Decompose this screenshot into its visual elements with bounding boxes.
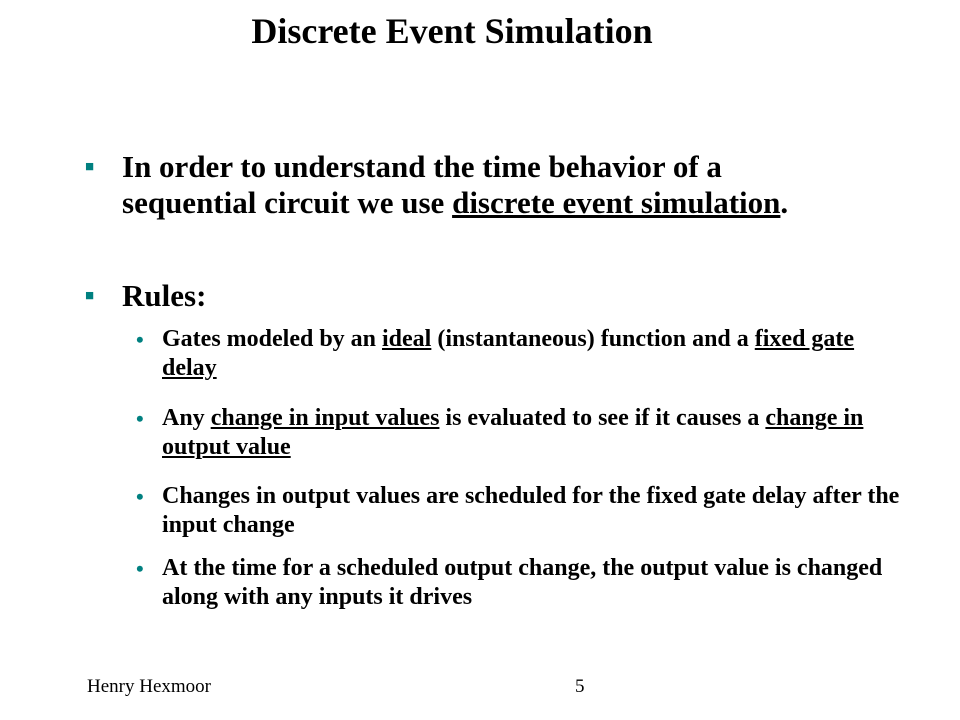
underlined-term: ideal <box>382 326 432 352</box>
underlined-term: change in input values <box>210 405 440 431</box>
square-bullet-icon: ■ <box>85 288 95 304</box>
underlined-term: fixed gate delay <box>162 326 855 381</box>
sub-bullet-input-change <box>136 404 902 462</box>
dot-bullet-icon: • <box>136 484 144 509</box>
sub-bullet-gates-modeled <box>136 325 902 383</box>
sub-bullet-output-change <box>136 554 902 612</box>
bullet-text: Changes in output values are scheduled for the fixed gate delay after the input change <box>162 483 900 538</box>
dot-bullet-icon: • <box>136 556 144 581</box>
bullet-text: . <box>780 185 789 220</box>
slide-title: Discrete Event Simulation <box>251 11 653 51</box>
dot-bullet-icon: • <box>136 406 144 431</box>
bullet-text: Gates modeled by an <box>162 326 383 352</box>
underlined-term: discrete event simulation <box>452 185 781 220</box>
bullet-text: is evaluated to see if it causes a <box>439 405 766 431</box>
bullet-text: In order to understand the time behavior of a sequential circuit we use <box>122 149 722 220</box>
footer-author: Henry Hexmoor <box>87 676 211 697</box>
underlined-term: change in output value <box>162 405 864 460</box>
bullet-text: Rules: <box>122 278 207 313</box>
dot-bullet-icon: • <box>136 327 144 352</box>
bullet-time-behavior <box>85 149 862 221</box>
bullet-text: (instantaneous) function and a <box>431 326 755 352</box>
sub-bullet-scheduled-changes <box>136 482 902 540</box>
bullet-rules <box>85 278 862 314</box>
bullet-text: Any <box>162 405 211 431</box>
page-number: 5 <box>575 676 585 697</box>
square-bullet-icon: ■ <box>85 159 95 175</box>
bullet-text: At the time for a scheduled output change, the output value is changed along with any inputs it drives <box>162 555 883 610</box>
